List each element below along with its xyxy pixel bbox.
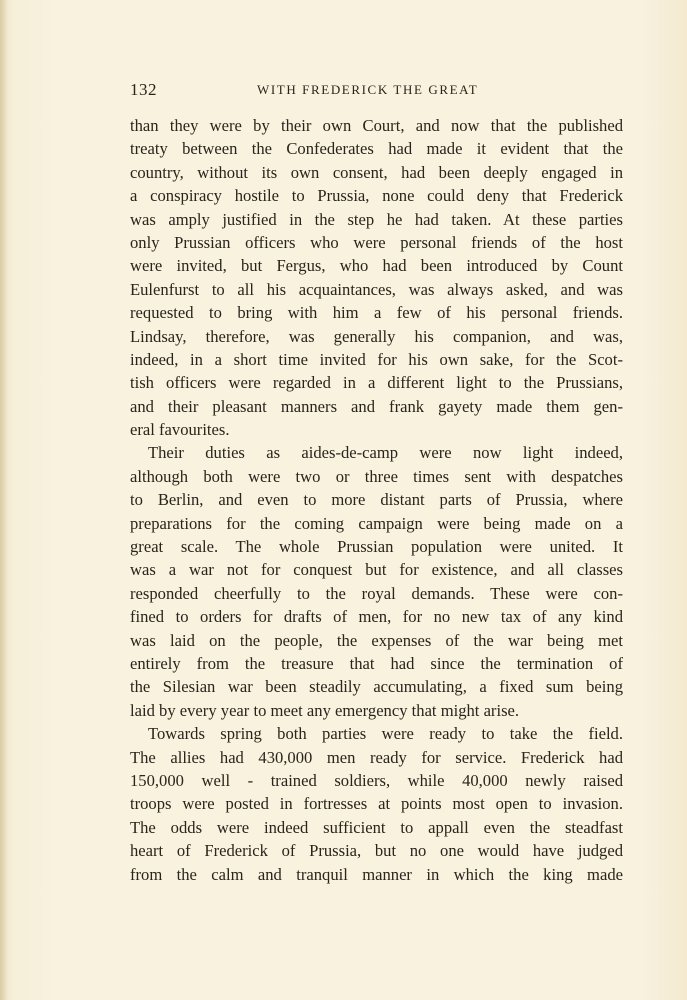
text-line: although both were two or three times sent with despatches xyxy=(130,466,623,486)
text-line: than they were by their own Court, and now that the published xyxy=(130,116,623,135)
running-head: WITH FREDERICK THE GREAT xyxy=(257,82,479,97)
page-header xyxy=(130,80,623,102)
text-line: was laid on the people, the expenses of the war being met xyxy=(130,630,623,650)
text-line: indeed, in a short time invited for his own sake, for the Scot- xyxy=(130,349,623,369)
text-line: tish officers were regarded in a different light to the Prussians, xyxy=(130,373,623,393)
text-line: laid by every year to meet any emergency that might arise. xyxy=(130,700,520,720)
text-line: the Silesian war been steadily accumulating, a fixed sum being xyxy=(130,677,623,697)
text-line: fined to orders for drafts of men, for no new tax of any kind xyxy=(130,607,623,627)
page-gutter-shadow xyxy=(0,0,8,1000)
text-line: entirely from the treasure that had since the termination of xyxy=(130,653,623,673)
text-line: Lindsay, therefore, was generally his companion, and was, xyxy=(130,326,623,346)
text-line: heart of Frederick of Prussia, but no one would have judged xyxy=(130,841,623,861)
text-line: 150,000 well - trained soldiers, while 40,000 newly raised xyxy=(130,770,623,790)
page-number: 132 xyxy=(130,80,157,99)
text-line: requested to bring with him a few of his personal friends. xyxy=(130,303,623,323)
text-line: responded cheerfully to the royal demands. These were con- xyxy=(130,583,623,603)
text-line: from the calm and tranquil manner in which the king made xyxy=(130,864,623,884)
text-line: Eulenfurst to all his acquaintances, was always asked, and was xyxy=(130,279,623,299)
text-line: Their duties as aides-de-camp were now light indeed, xyxy=(148,443,623,463)
text-line: only Prussian officers who were personal friends of the host xyxy=(130,232,623,252)
text-line: The odds were indeed sufficient to appall even the steadfast xyxy=(130,817,623,837)
text-line: troops were posted in fortresses at points most open to invasion. xyxy=(130,794,623,814)
text-line: country, without its own consent, had been deeply engaged in xyxy=(130,162,623,182)
text-line: were invited, but Fergus, who had been introduced by Count xyxy=(130,256,623,276)
text-line: Towards spring both parties were ready to take the field. xyxy=(148,724,623,744)
text-line: was a war not for conquest but for existence, and all classes xyxy=(130,560,623,580)
text-line: to Berlin, and even to more distant parts of Prussia, where xyxy=(130,490,623,510)
text-line: and their pleasant manners and frank gayety made them gen- xyxy=(130,396,623,416)
text-line: great scale. The whole Prussian population were united. It xyxy=(130,537,623,557)
text-line: was amply justified in the step he had taken. At these parties xyxy=(130,209,623,229)
text-line: a conspiracy hostile to Prussia, none could deny that Frederick xyxy=(130,186,623,206)
text-line: treaty between the Confederates had made it evident that the xyxy=(130,139,623,159)
text-line: preparations for the coming campaign were being made on a xyxy=(130,513,623,533)
body-text xyxy=(130,114,623,886)
text-line: The allies had 430,000 men ready for service. Frederick had xyxy=(130,747,623,767)
text-line: eral favourites. xyxy=(130,420,230,440)
